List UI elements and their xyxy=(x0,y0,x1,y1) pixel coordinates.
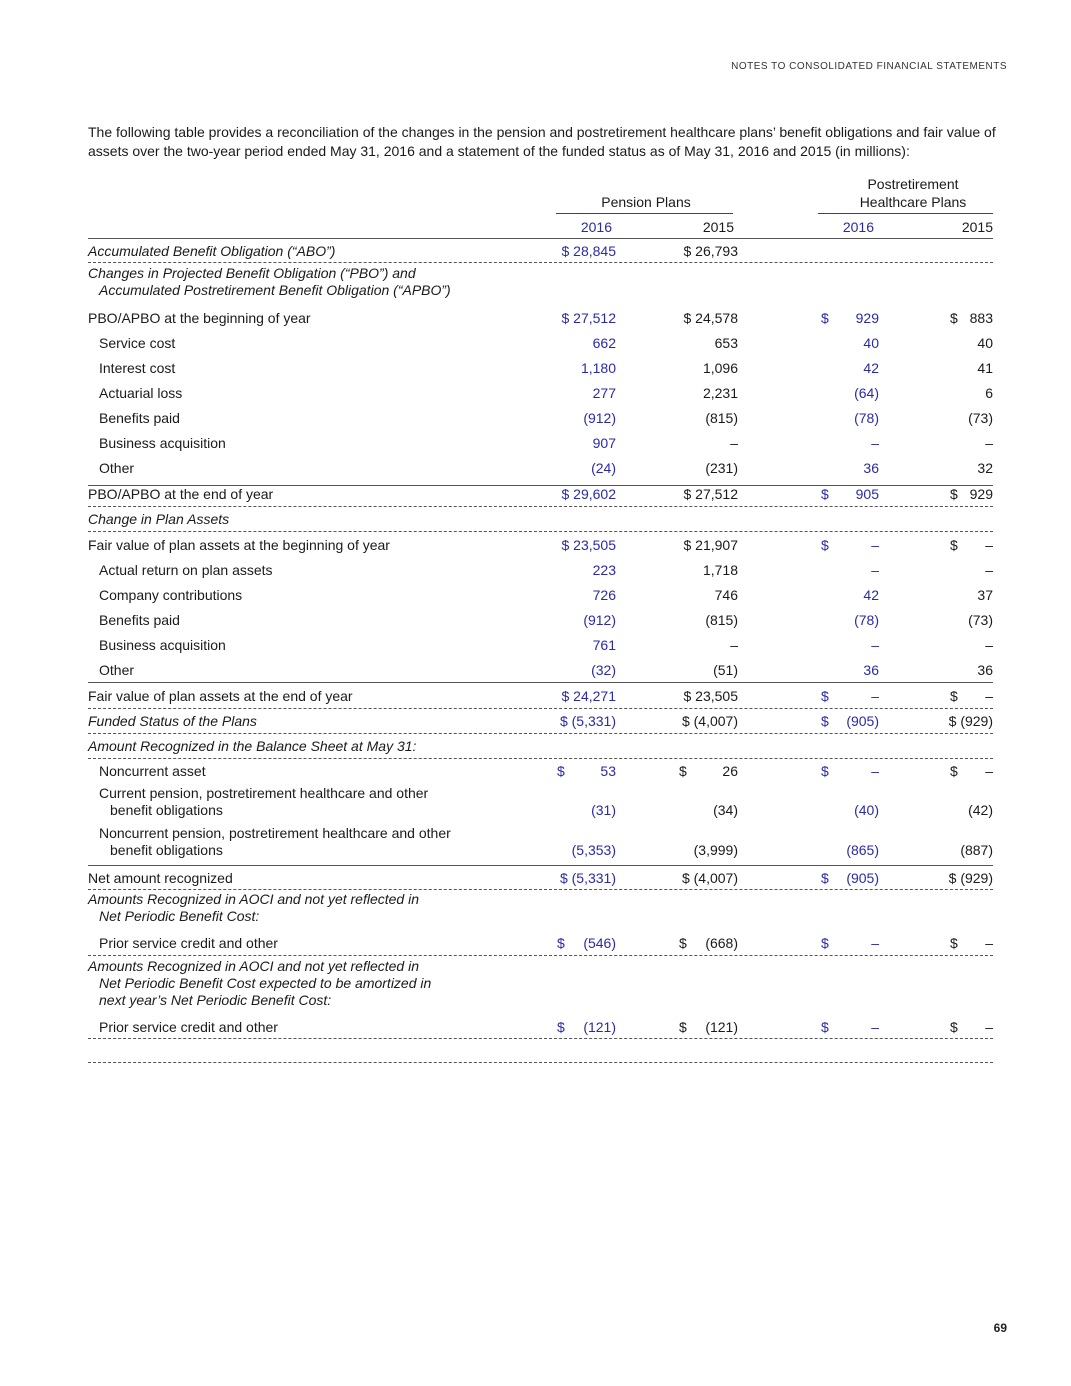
row-label: PBO/APBO at the beginning of year xyxy=(88,310,311,326)
intro-paragraph: The following table provides a reconciliation of the changes in the pension and postretirement healthcare plans’ benefit obligations and fair value of assets over the two-year period ended May 31, 2016 and a statement of the funded status as of May 31, 2016 and 2015 (in millions): xyxy=(88,124,996,159)
row-label: Company contributions xyxy=(99,587,243,603)
row-label: Net amount recognized xyxy=(88,870,233,886)
row-label: Other xyxy=(99,460,135,476)
row-label: Fair value of plan assets at the end of year xyxy=(88,688,353,704)
table-rule xyxy=(88,1062,993,1063)
header-bottom-rule xyxy=(88,238,993,239)
row-label: Business acquisition xyxy=(99,435,226,451)
table-rule xyxy=(88,708,993,709)
row-label: PBO/APBO at the end of year xyxy=(88,486,274,502)
row-label: Fair value of plan assets at the beginning of year xyxy=(88,537,390,553)
row-label: Other xyxy=(99,662,135,678)
pension-plans-header: Pension Plans xyxy=(601,194,691,210)
table-rule xyxy=(88,506,993,507)
row-label: Noncurrent asset xyxy=(99,763,206,779)
pension-header-rule xyxy=(556,213,733,214)
row-label: Benefits paid xyxy=(99,410,180,426)
year-pension-2015: 2015 xyxy=(702,219,734,235)
table-rule xyxy=(88,889,993,890)
page-number: 69 xyxy=(993,1321,1007,1335)
row-label: Amounts Recognized in AOCI and not yet reflected in Net Periodic Benefit Cost: xyxy=(88,891,419,924)
row-label: Benefits paid xyxy=(99,612,180,628)
row-label: Prior service credit and other xyxy=(99,935,278,951)
table-rule xyxy=(88,865,993,866)
table-rule xyxy=(88,531,993,532)
row-label: Actual return on plan assets xyxy=(99,562,273,578)
table-rule xyxy=(88,955,993,956)
table-rule xyxy=(88,733,993,734)
row-label: Current pension, postretirement healthcare and other benefit obligations xyxy=(99,785,429,818)
row-label: Amount Recognized in the Balance Sheet at May 31: xyxy=(88,738,417,754)
row-label: Change in Plan Assets xyxy=(88,511,230,527)
table-rule xyxy=(88,758,993,759)
row-label: Amounts Recognized in AOCI and not yet reflected in Net Periodic Benefit Cost expected to be amortized in next year’s Net Periodic Benefit Cost: xyxy=(88,958,432,1008)
row-label: Changes in Projected Benefit Obligation (“PBO”) and Accumulated Postretirement Benefit Obligation (“APBO”) xyxy=(88,265,451,298)
row-label: Prior service credit and other xyxy=(99,1019,278,1035)
row-label: Noncurrent pension, postretirement healthcare and other benefit obligations xyxy=(99,825,451,858)
postretirement-header-rule xyxy=(818,213,993,214)
row-label: Accumulated Benefit Obligation (“ABO”) xyxy=(88,243,336,259)
row-label: Actuarial loss xyxy=(99,385,183,401)
postretirement-header-line2: Healthcare Plans xyxy=(859,194,967,210)
row-label: Business acquisition xyxy=(99,637,226,653)
row-label: Funded Status of the Plans xyxy=(88,713,257,729)
year-post-2015: 2015 xyxy=(961,219,993,235)
table-rule xyxy=(88,262,993,263)
table-rule xyxy=(88,682,993,683)
postretirement-header-line1: Postretirement xyxy=(867,176,959,192)
row-label: Interest cost xyxy=(99,360,176,376)
row-label: Service cost xyxy=(99,335,176,351)
table-rule xyxy=(88,485,993,486)
running-head: NOTES TO CONSOLIDATED FINANCIAL STATEMENTS xyxy=(731,61,1007,72)
year-post-2016: 2016 xyxy=(842,219,874,235)
year-pension-2016: 2016 xyxy=(580,219,612,235)
table-rule xyxy=(88,1038,993,1039)
